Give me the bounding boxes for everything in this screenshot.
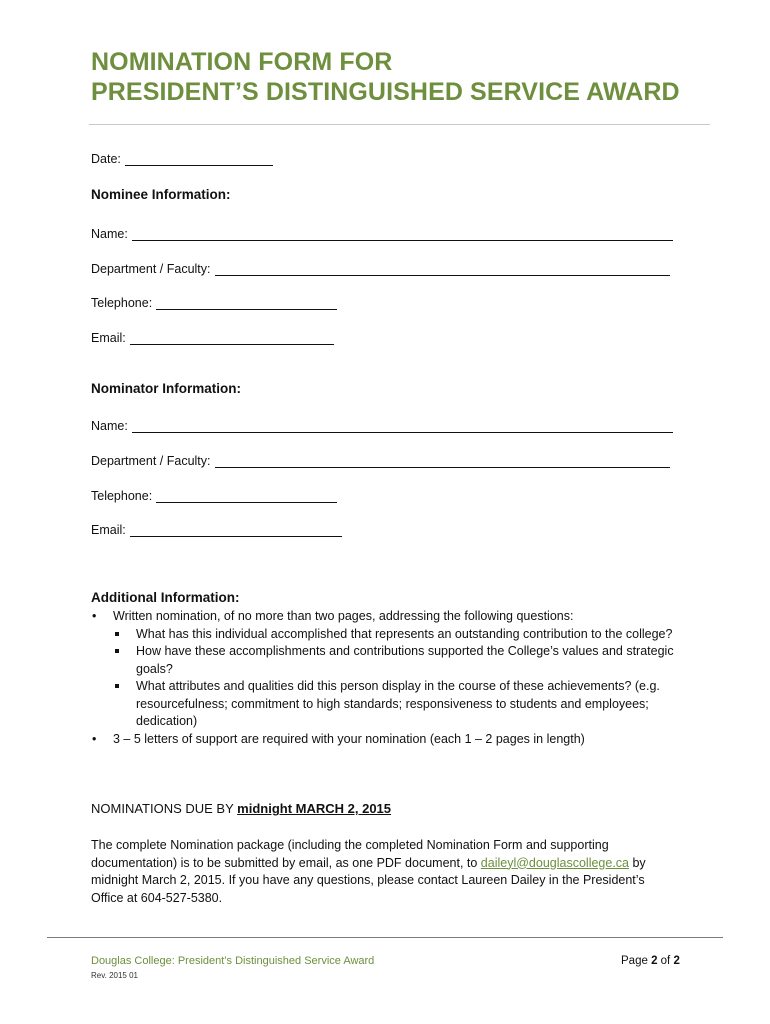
submission-instructions [91, 837, 666, 907]
footer-revision: Rev. 2015 01 [91, 971, 138, 980]
bullet-icon: • [92, 609, 97, 623]
question-attributes: What attributes and qualities did this person display in the course of these achievements? (e.g. resourcefulness; commitment to high standards; responsiveness to students and employees; dedication) [136, 679, 660, 728]
nominator-name-row [91, 415, 673, 433]
deadline-prefix: NOMINATIONS DUE BY [91, 801, 238, 816]
question-accomplishments: What has this individual accomplished that represents an outstanding contribution to the college? [136, 626, 673, 641]
requirements-list [91, 608, 691, 748]
page-title [91, 47, 680, 107]
nominator-name-label: Name: [91, 419, 128, 433]
list-item [91, 731, 691, 749]
bullet-icon: • [92, 731, 97, 746]
requirement-written-nomination: Written nomination, of no more than two pages, addressing the following questions: [113, 609, 574, 623]
nominator-email-row [91, 519, 342, 537]
page-of: of [657, 955, 674, 967]
nominator-name-field[interactable] [132, 419, 673, 433]
nominator-department-label: Department / Faculty: [91, 454, 211, 468]
nominee-telephone-row [91, 292, 337, 310]
page-word: Page [621, 955, 652, 967]
square-bullet-icon [115, 632, 119, 636]
deadline-date: midnight MARCH 2, 2015 [237, 801, 392, 816]
nominee-department-field[interactable] [215, 262, 670, 276]
deadline [91, 801, 391, 816]
footer-divider [47, 937, 723, 938]
list-item [91, 608, 691, 626]
nominee-telephone-label: Telephone: [91, 296, 153, 310]
nominee-email-row [91, 327, 334, 345]
square-bullet-icon [115, 684, 119, 688]
title-line-2: PRESIDENT’S DISTINGUISHED SERVICE AWARD [91, 78, 680, 106]
nominator-telephone-label: Telephone: [91, 489, 153, 503]
submission-text-before: The complete Nomination package (including the completed Nomination Form and supporting documentation) is to be submitted by email, as one PDF document, to [91, 838, 609, 870]
list-item [91, 678, 691, 731]
date-field[interactable] [125, 152, 273, 166]
list-item [91, 626, 691, 644]
nominator-email-field[interactable] [130, 523, 342, 537]
page-total: 2 [673, 955, 680, 967]
nominee-telephone-field[interactable] [156, 296, 337, 310]
list-item [91, 643, 691, 678]
nominee-name-row [91, 223, 673, 241]
nominee-name-label: Name: [91, 227, 128, 241]
nominator-email-label: Email: [91, 523, 126, 537]
nominee-department-row [91, 258, 670, 276]
question-values: How have these accomplishments and contributions supported the College’s values and strategic goals? [136, 644, 674, 676]
nominee-heading: Nominee Information: [91, 187, 231, 202]
nominator-telephone-field[interactable] [156, 489, 337, 503]
footer-title: Douglas College: President’s Distinguished Service Award [91, 955, 375, 967]
submission-text-after: by midnight March 2, 2015. If you have any questions, please contact Laureen Dailey in the President’s Office at 604-527-5380. [91, 855, 646, 905]
nominator-telephone-row [91, 485, 337, 503]
title-line-1: NOMINATION FORM FOR [91, 48, 393, 76]
nominator-department-field[interactable] [215, 454, 670, 468]
date-label: Date: [91, 152, 121, 166]
square-bullet-icon [115, 649, 119, 653]
title-divider [89, 124, 710, 125]
date-row [91, 148, 273, 166]
requirement-letters: 3 – 5 letters of support are required with your nomination (each 1 – 2 pages in length) [113, 731, 585, 746]
nominee-department-label: Department / Faculty: [91, 262, 211, 276]
nominator-heading: Nominator Information: [91, 381, 241, 396]
contact-email-link[interactable]: daileyl@douglascollege.ca [480, 855, 629, 870]
page-current: 2 [651, 955, 658, 967]
additional-heading: Additional Information: [91, 590, 240, 605]
nominee-email-label: Email: [91, 331, 126, 345]
nominator-department-row [91, 450, 670, 468]
page-number [621, 955, 680, 967]
nominee-email-field[interactable] [130, 331, 334, 345]
nominee-name-field[interactable] [132, 227, 673, 241]
